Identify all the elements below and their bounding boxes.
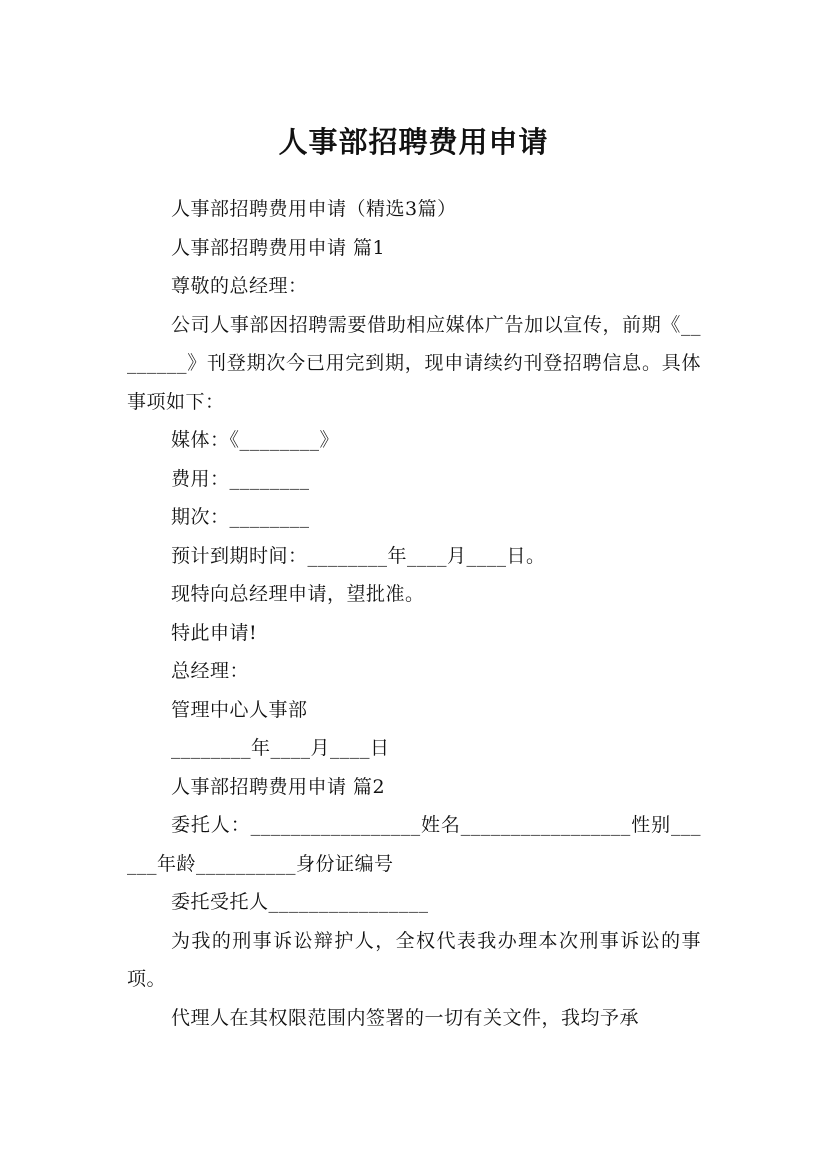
paragraph-request-body: 公司人事部因招聘需要借助相应媒体广告加以宣传，前期《________》刊登期次今已用完到期，现申请续约刊登招聘信息。具体事项如下： [127, 313, 701, 413]
paragraph-general-manager: 总经理： [171, 660, 250, 682]
paragraph-approval-request: 现特向总经理申请，望批准。 [171, 583, 425, 605]
paragraph-media-field: 媒体：《________》 [171, 429, 340, 451]
paragraph-authorization: 为我的刑事诉讼辩护人，全权代表我办理本次刑事诉讼的事项。 [127, 929, 701, 990]
paragraph-collection-heading: 人事部招聘费用申请（精选3篇） [171, 198, 457, 220]
document-title: 人事部招聘费用申请 [278, 125, 549, 160]
paragraph-salutation: 尊敬的总经理： [171, 275, 308, 297]
paragraph-article-2-heading: 人事部招聘费用申请 篇2 [171, 775, 386, 798]
paragraph-expiry-field: 预计到期时间：________年____月____日。 [171, 544, 546, 567]
paragraph-document-validity: 代理人在其权限范围内签署的一切有关文件，我均予承 [171, 1006, 640, 1029]
paragraph-principal-fields: 委托人：_________________姓名_________________性别______年龄__________身份证编号 [127, 814, 701, 875]
paragraph-cost-field: 费用：________ [171, 467, 310, 490]
document-body [127, 190, 701, 1037]
paragraph-agent-field: 委托受托人________________ [171, 891, 429, 913]
paragraph-department-signature: 管理中心人事部 [171, 698, 308, 721]
paragraph-closing: 特此申请! [171, 621, 258, 644]
paragraph-date-field: ________年____月____日 [171, 737, 390, 759]
paragraph-article-1-heading: 人事部招聘费用申请 篇1 [171, 236, 386, 259]
paragraph-issue-field: 期次：________ [171, 506, 310, 528]
